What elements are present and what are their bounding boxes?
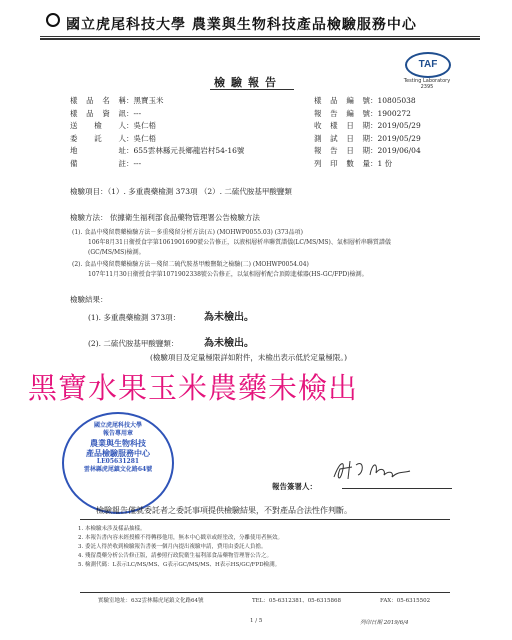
info-right [314,95,421,171]
print-date: 列印日期 2019/6/4 [360,620,409,626]
info-row-sample-info: 樣品資訊：--- [70,108,142,118]
stamp-line-4: 產品檢驗服務中心 [86,448,150,458]
stamp-line-5: LE05631281 [96,458,140,465]
footer-phone: TEL：05-6312381、05-6315868 [252,598,342,604]
header-rule-thick [40,38,480,40]
info-row-copies: 列印數量：1 份 [314,158,393,168]
report-title: 檢驗報告 [214,76,282,89]
info-row-remarks: 備註：--- [70,158,142,168]
info-row-report-no: 報告編號：1900272 [314,108,411,118]
info-row-report-date: 報告日期：2019/06/04 [314,146,421,156]
page-number: 1 / 5 [250,618,263,624]
stamp-line-1: 國立虎尾科技大學 [93,422,142,429]
footer-fax: FAX：05-6315502 [380,598,431,604]
result-2-label: (2). 二硫代胺基甲酸鹽類： [88,339,179,348]
university-logo-icon [46,13,60,27]
header-rule [40,36,480,37]
official-stamp [62,412,174,514]
method-1-detail: 106年8月31日衛授食字第1061901690號公告修正，以液相層析串聯質譜儀(LC/MS/MS)、氣相層析串聯質譜儀 [88,239,391,246]
result-2-value: 為未檢出。 [204,338,254,349]
info-row-sample-name: 樣品名稱：黑寶玉米 [70,96,164,105]
info-row-received-date: 收樣日期：2019/05/29 [314,121,421,131]
note-item: 3. 委託人得於收到檢驗報告書後一個月內提出複驗申請，費用由委託人負擔。 [78,544,267,550]
headline-banner: 黑寶水果玉米農藥未檢出 [28,371,359,405]
method-2-title: (2). 食品中殘留農藥檢驗方法－殘留二硫代胺基甲酸鹽類之檢驗(二) (MOHWP0054.04) [72,261,309,268]
footer-rule [80,592,450,593]
stamp-line-3: 農業與生物科技 [90,438,146,448]
note-item: 4. 殘留農藥分析公告修正版，請參照行政院衛生福利部食品藥物管理署公告之。 [78,553,272,559]
info-left [70,95,244,171]
test-items: 檢驗項目：（1）. 多重農藥檢測 373項 （2）. 二硫代胺基甲酸鹽類 [70,187,292,196]
disclaimer: 檢驗報告僅就委託者之委託事項提供檢驗結果，不對產品合法性作判斷。 [96,506,352,515]
signature-image [330,455,420,485]
stamp-line-6: 雲林縣虎尾鎮文化路64號 [83,466,153,473]
disclaimer-rule [80,519,450,520]
note-item: 1. 本檢驗未涉及樣品抽樣。 [78,526,146,532]
title-underline [210,89,294,90]
method-1-title: (1). 食品中殘留農藥檢驗方法－多重殘留分析方法(五) (MOHWP0055.03) (373品項) [72,229,303,236]
taf-logo: TAF [405,52,451,78]
result-note: (檢驗項目及定量極限詳如附件，未檢出表示低於定量極限。) [150,353,348,362]
info-row-test-date: 測試日期：2019/05/29 [314,133,421,143]
result-1-label: (1). 多重農藥檢測 373項： [88,313,181,322]
signer-label: 報告簽署人： [272,482,317,491]
result-1-value: 為未檢出。 [204,312,254,323]
signature-line [342,488,452,489]
method-1-detail-2: (GC/MS/MS)檢測。 [88,249,145,256]
method-2-detail: 107年11月30日衛授食字第1071902338號公告修正，以氣相層析配合頂隙進樣器(HS-GC/FPD)檢測。 [88,271,368,278]
taf-caption: Testing Laboratory 2395 [403,78,451,90]
info-row-submitter: 送檢人：吳仁梧 [70,121,156,131]
info-row-client: 委託人：吳仁梧 [70,133,156,143]
test-method: 檢驗方法： 依據衛生福利部食品藥物管理署公告檢驗方法 [70,213,260,222]
results-title: 檢驗結果： [70,295,108,304]
info-row-sample-no: 樣品編號：10805038 [314,96,416,105]
organization-header: 國立虎尾科技大學 農業與生物科技產品檢驗服務中心 [66,17,417,33]
info-row-address: 地址：655雲林縣元長鄉龍岩村54-16號 [70,146,245,156]
note-item: 2. 本報告書內容未經授權不得轉移他用，無本中心戳章或經塗改，分離使用者無效。 [78,535,283,541]
note-item: 5. 檢測代碼：L表示LC/MS/MS、G表示GC/MS/MS、H表示HS/GC/FPD檢測。 [78,562,281,568]
stamp-line-2: 報告專用章 [102,430,133,437]
footer-address: 實驗室地址：632雲林縣虎尾鎮文化路64號 [98,598,204,604]
notes-list [78,525,283,570]
